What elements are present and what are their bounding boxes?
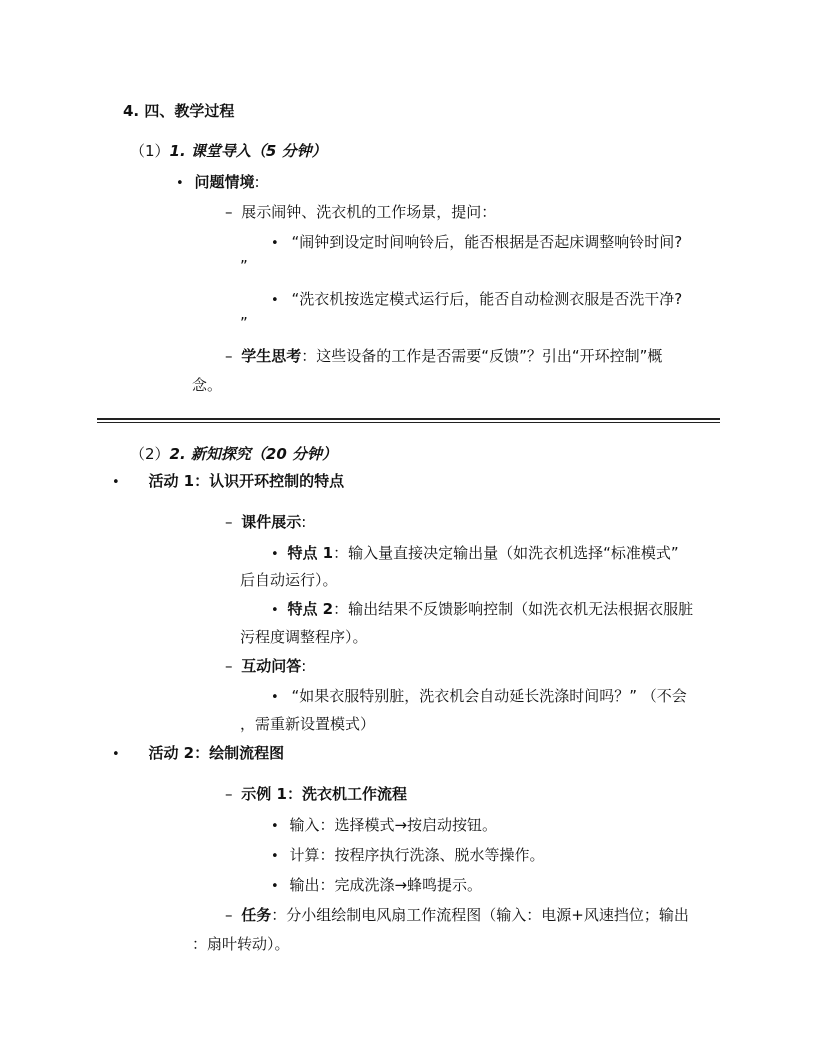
scenario-item [176,172,260,194]
part2-heading [130,444,337,464]
flow-step-output-text: 输出：完成洗涤→蜂鸣提示。 [289,876,483,894]
bullet-dot: • [271,849,279,864]
section-title: 四、教学过程 [144,102,235,120]
scenario-label: 问题情境 [194,173,255,191]
bullet-dot: • [271,547,279,562]
part2-marker: （2） [130,445,170,463]
feature-1 [271,543,679,565]
feature-2-label: 特点 2 [287,600,334,618]
activity-1 [112,471,344,493]
bullet-dot: • [112,475,120,490]
example-item [225,784,407,804]
scenario-colon: : [254,173,260,191]
bullet-dot: • [271,603,279,618]
flow-step-compute [271,845,544,867]
think-text: ：这些设备的工作是否需要“反馈”？引出“开环控制”概 [301,347,663,365]
qa-colon: : [301,657,307,675]
qa-label: 互动问答 [241,657,302,675]
dash-marker: – [225,785,233,803]
part2-heading-text: 2. 新知探究（20 分钟） [169,445,338,463]
bullet-dot: • [271,879,279,894]
dash-marker: – [225,906,233,924]
feature-1-text: ：输入量直接决定输出量（如洗衣机选择“标准模式” [333,544,679,562]
task-item [225,905,689,925]
feature-1-label: 特点 1 [287,544,334,562]
question-1-text: “闹钟到设定时间响铃后，能否根据是否起床调整响铃时间? [291,233,683,251]
bullet-dot: • [271,293,279,308]
feature-2 [271,599,693,621]
activity-2-label: 活动 2：绘制流程图 [148,744,285,762]
flow-step-input-text: 输入：选择模式→按启动按钮。 [289,816,498,834]
flow-step-input [271,815,497,837]
flow-step-output [271,875,482,897]
feature-1-line2: 后自动运行）。 [240,571,338,589]
part1-heading [130,141,327,161]
task-label: 任务 [241,906,272,924]
think-line2: 念。 [192,376,223,394]
question-2-text: “洗衣机按选定模式运行后，能否自动检测衣服是否洗干净? [291,290,683,308]
dash-marker: – [225,347,233,365]
show-text: 展示闹钟、洗衣机的工作场景，提问： [241,203,497,221]
task-text: ：分小组绘制电风扇工作流程图（输入：电源+风速挡位；输出 [271,906,689,924]
task-line2: ：扇叶转动）。 [192,935,290,953]
dash-marker: – [225,203,233,221]
think-label: 学生思考 [241,347,302,365]
dash-marker: – [225,513,233,531]
part1-heading-text: 1. 课堂导入（5 分钟） [169,142,327,160]
part1-marker: （1） [130,142,170,160]
section-divider-thin [97,422,720,423]
question-2 [271,289,682,311]
section-heading [123,101,234,121]
bullet-dot: • [271,690,279,705]
feature-2-text: ：输出结果不反馈影响控制（如洗衣机无法根据衣服脏 [333,600,694,618]
qa-answer-line2: ，需重新设置模式） [240,715,376,733]
qa-item [225,656,306,676]
bullet-dot: • [176,176,184,191]
bullet-dot: • [112,747,120,762]
bullet-dot: • [271,236,279,251]
question-1 [271,232,682,254]
courseware-colon: : [301,513,307,531]
question-2-line2: ” [240,314,248,332]
dash-marker: – [225,657,233,675]
flow-step-compute-text: 计算：按程序执行洗涤、脱水等操作。 [289,846,545,864]
question-1-line2: ” [240,257,248,275]
courseware-label: 课件展示 [241,513,302,531]
qa-question [271,686,687,708]
feature-2-line2: 污程度调整程序）。 [240,628,368,646]
courseware-item [225,512,306,532]
example-label: 示例 1：洗衣机工作流程 [241,785,407,803]
qa-question-text: “如果衣服特别脏，洗衣机会自动延长洗涤时间吗？” （不会 [291,687,687,705]
student-think [225,346,662,366]
bullet-dot: • [271,819,279,834]
activity-2 [112,743,284,765]
section-divider [97,418,720,420]
activity-1-label: 活动 1：认识开环控制的特点 [148,472,345,490]
section-number: 4. [123,102,140,120]
show-line [225,202,496,222]
